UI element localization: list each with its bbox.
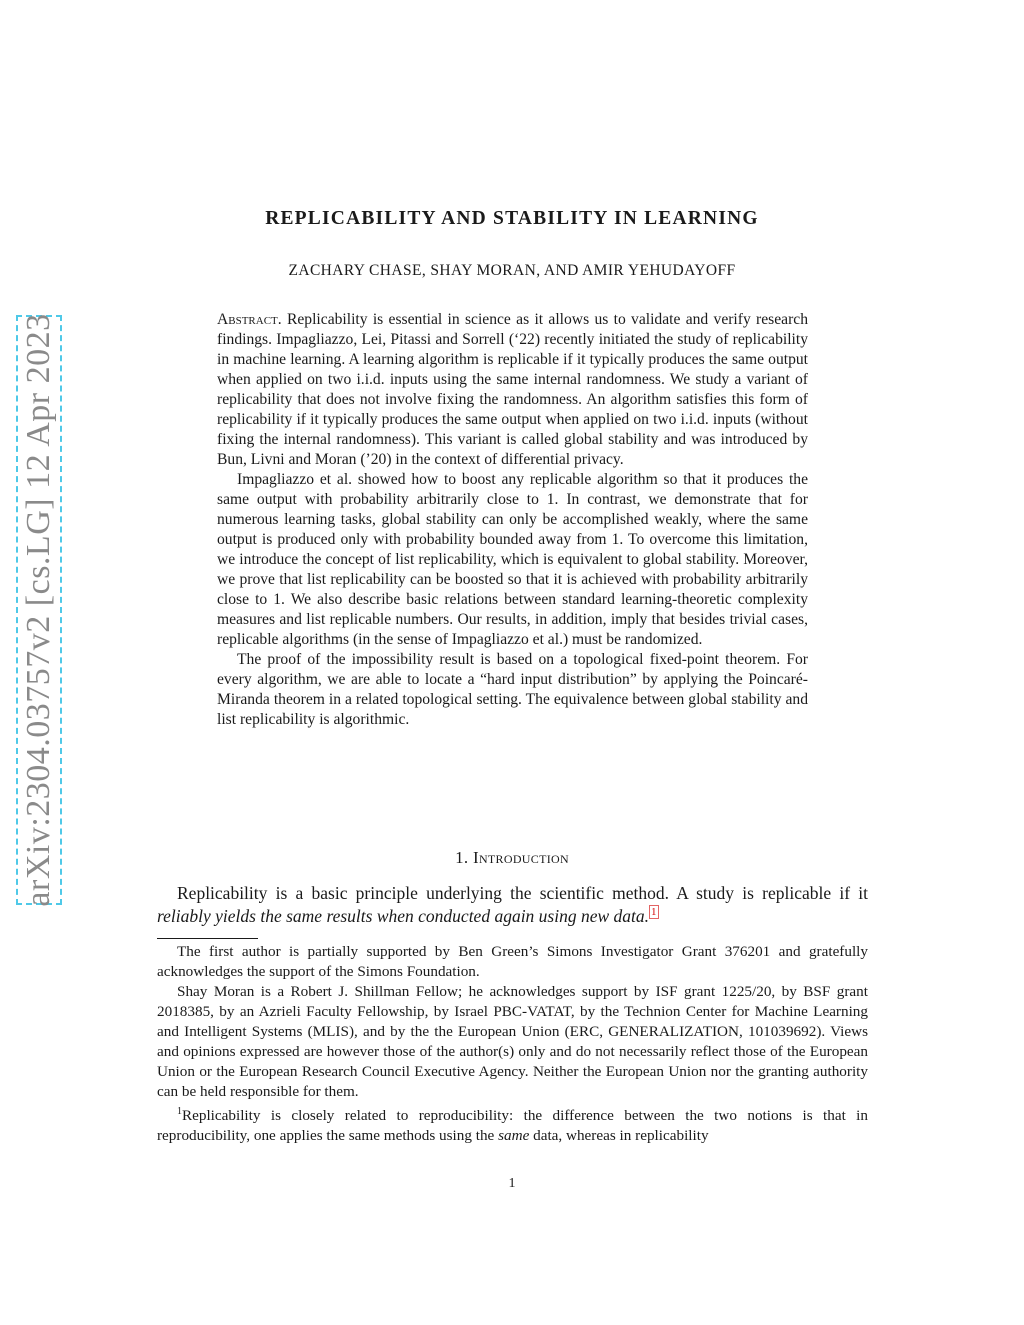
footnote-1-tail: data, whereas in replicability [529,1127,709,1145]
intro-emphasis-text: reliably yields the same results when conducted again using new data. [157,906,650,926]
page-number: 1 [508,1176,516,1191]
paper-title: REPLICABILITY AND STABILITY IN LEARNING [265,208,759,229]
abstract-label: Abstract. [217,311,282,328]
funding-note-first-author: The first author is partially supported by Ben Green’s Simons Investigator Grant 376201 and gratefully acknowledges the support of the Simons Foundation. [157,943,868,980]
abstract-paragraph-2: Impagliazzo et al. showed how to boost any replicable algorithm so that it produces the same output with probability arbitrarily close to 1. In contrast, we demonstrate that for numerous learning tasks, global stability can only be accomplished weakly, where the same output is produced only with probability bounded away from 1. To overcome this limitation, we introduce the concept of list replicability, which is equivalent to global stability. Moreover, we prove that list replicability can be boosted so that it is achieved with probability arbitrarily close to 1. We also describe basic relations between standard learning-theoretic complexity measures and list replicable numbers. Our results, in addition, imply that besides trivial cases, replicable algorithms (in the sense of Impagliazzo et al.) must be randomized. [217,471,808,648]
intro-lead-text: Replicability is a basic principle underlying the scientific method. A study is replicable if it [177,883,868,903]
footnotes [157,942,868,1146]
abstract-paragraph-3: The proof of the impossibility result is based on a topological fixed-point theorem. For every algorithm, we are able to locate a “hard input distribution” by applying the Poincaré-Miranda theorem in a related topological setting. The equivalence between global stability and list replicability is algorithmic. [217,651,808,728]
section-heading-introduction [0,848,1024,868]
footnote-1-emphasis: same [498,1127,530,1145]
abstract [217,310,808,730]
arxiv-identifier: arXiv:2304.03757v2 [cs.LG] 12 Apr 2023 [20,313,57,907]
funding-note-second-author: Shay Moran is a Robert J. Shillman Fellow; he acknowledges support by ISF grant 1225/20, by BSF grant 2018385, by an Azrieli Faculty Fellowship, by Israel PBC-VATAT, by the Technion Center for Machine Learning and Intelligent Systems (MLIS), and by the the European Union (ERC, GENERALIZATION, 101039692). Views and opinions expressed are however those of the author(s) only and do not necessarily reflect those of the European Union or the European Research Council Executive Agency. Neither the European Union nor the granting authority can be held responsible for them. [157,983,868,1100]
footnote-1-lead: Replicability is closely related to reproducibility: the difference between the two notions is that in reproducibility, one applies the same methods using the [157,1107,868,1145]
section-title: Introduction [473,848,569,867]
arxiv-identifier-stamp [16,315,62,905]
paper-authors: ZACHARY CHASE, SHAY MORAN, AND AMIR YEHUDAYOFF [288,262,736,279]
abstract-paragraph-1 [217,310,808,470]
introduction-paragraph [157,882,868,928]
footnote-rule [157,938,258,939]
footnote-1-link[interactable]: 1 [651,906,657,919]
abstract-text-1: Replicability is essential in science as it allows us to validate and verify research findings. Impagliazzo, Lei, Pitassi and Sorrell (‘22) recently initiated the study of replicability in machine learning. A learning algorithm is replicable if it typically produces the same output when applied on two i.i.d. inputs using the same internal randomness. We study a variant of replicability that does not involve fixing the randomness. An algorithm satisfies this form of replicability if it typically produces the same output when applied on two i.i.d. inputs (without fixing the internal randomness). This variant is called global stability and was introduced by Bun, Livni and Moran (’20) in the context of differential privacy. [217,311,808,468]
section-number: 1. [455,848,469,867]
footnote-1-mark: 1 [177,1106,182,1117]
footnote-1 [157,1102,868,1146]
